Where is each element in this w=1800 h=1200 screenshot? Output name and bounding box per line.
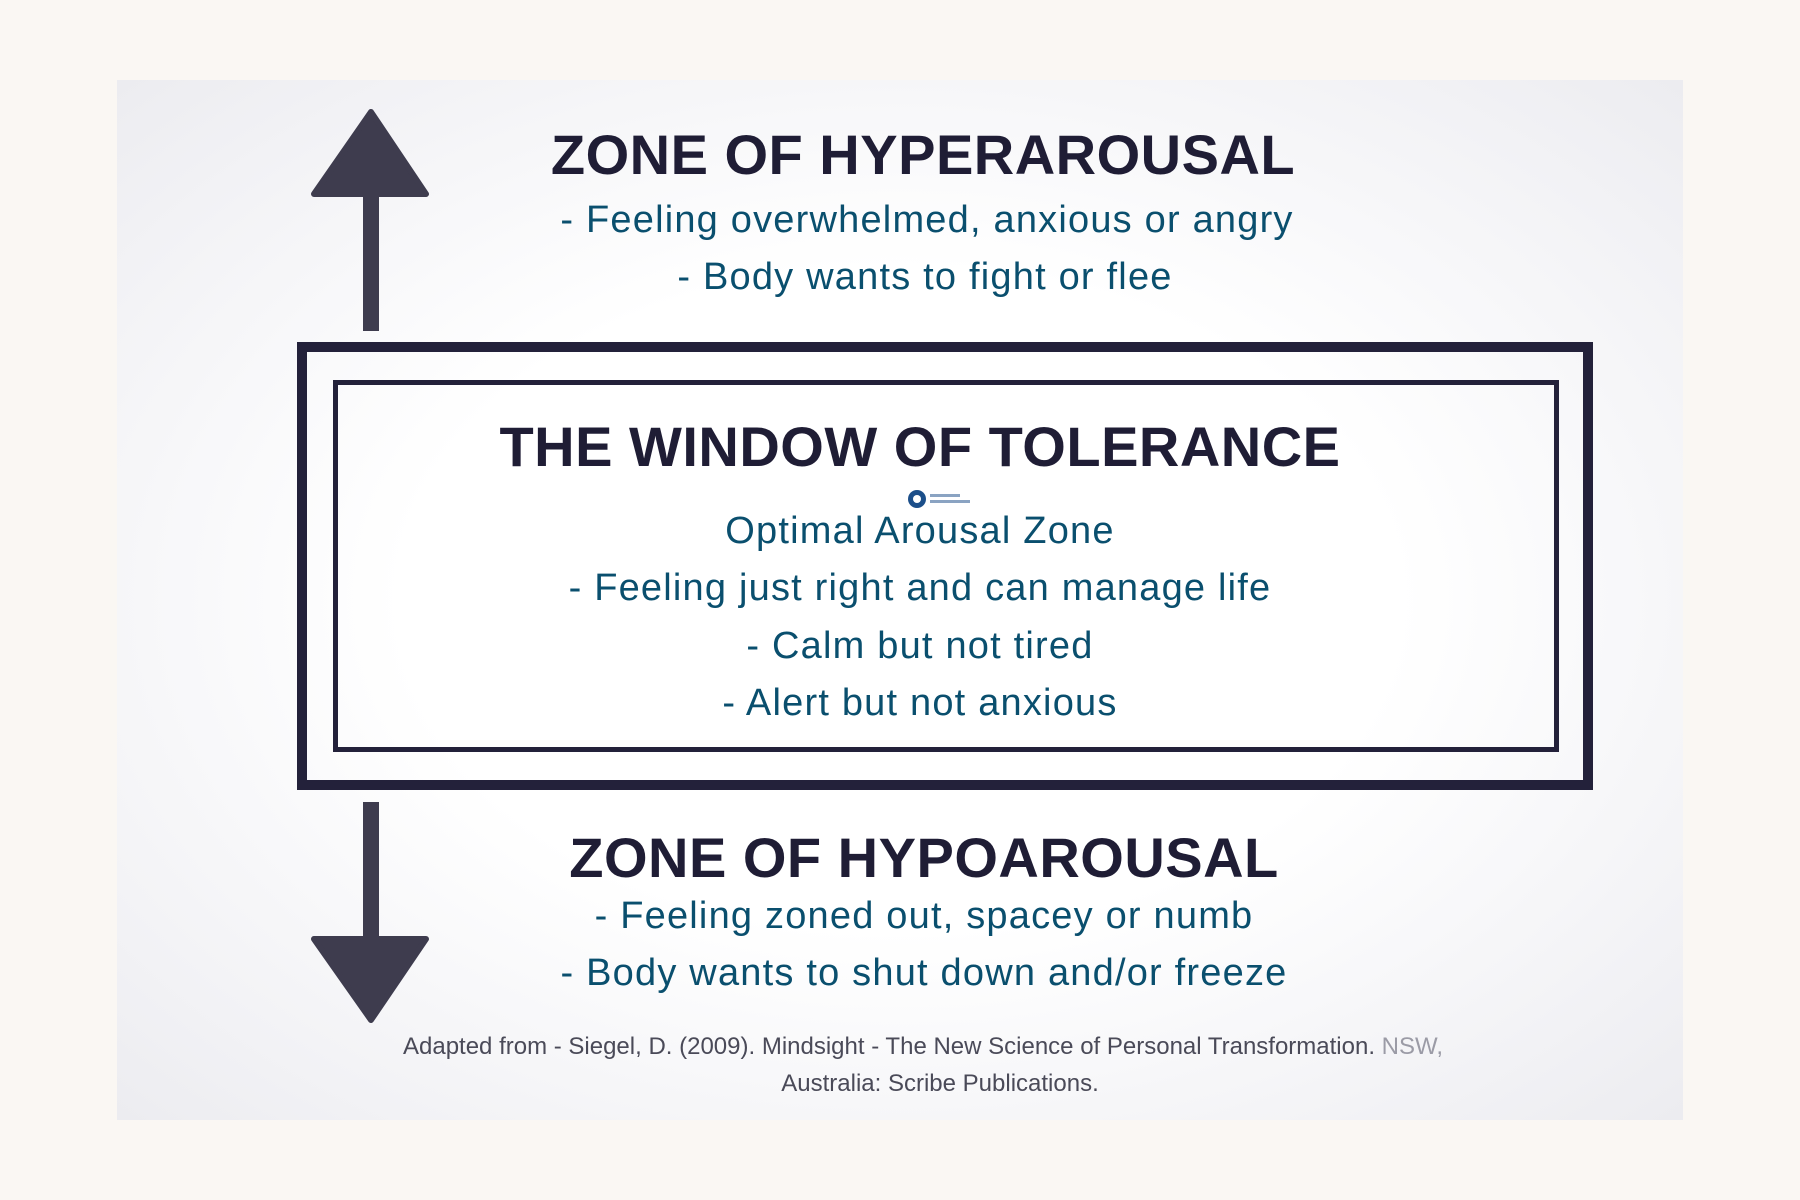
window-title: THE WINDOW OF TOLERANCE — [499, 415, 1341, 478]
hypoarousal-title: ZONE OF HYPOAROUSAL — [569, 826, 1279, 889]
window-line-2: - Calm but not tired — [746, 625, 1094, 667]
hyperarousal-title: ZONE OF HYPERAROUSAL — [550, 123, 1296, 186]
hyperarousal-line-2: - Body wants to fight or flee — [677, 256, 1173, 298]
hyperarousal-line-1: - Feeling overwhelmed, anxious or angry — [560, 199, 1294, 241]
citation-muted: NSW, — [1381, 1033, 1444, 1060]
window-line-1: - Feeling just right and can manage life — [568, 567, 1272, 609]
citation-main: Adapted from - Siegel, D. (2009). Mindsight - The New Science of Personal Transformation. — [402, 1033, 1375, 1060]
citation-line-1 — [0, 1033, 1800, 1061]
watermark-logo-icon — [906, 488, 976, 510]
window-subtitle: Optimal Arousal Zone — [725, 510, 1115, 552]
hypoarousal-line-1: - Feeling zoned out, spacey or numb — [594, 895, 1254, 937]
citation-line-2: Australia: Scribe Publications. — [781, 1070, 1099, 1097]
window-line-3: - Alert but not anxious — [722, 682, 1118, 724]
hypoarousal-line-2: - Body wants to shut down and/or freeze — [560, 952, 1288, 994]
